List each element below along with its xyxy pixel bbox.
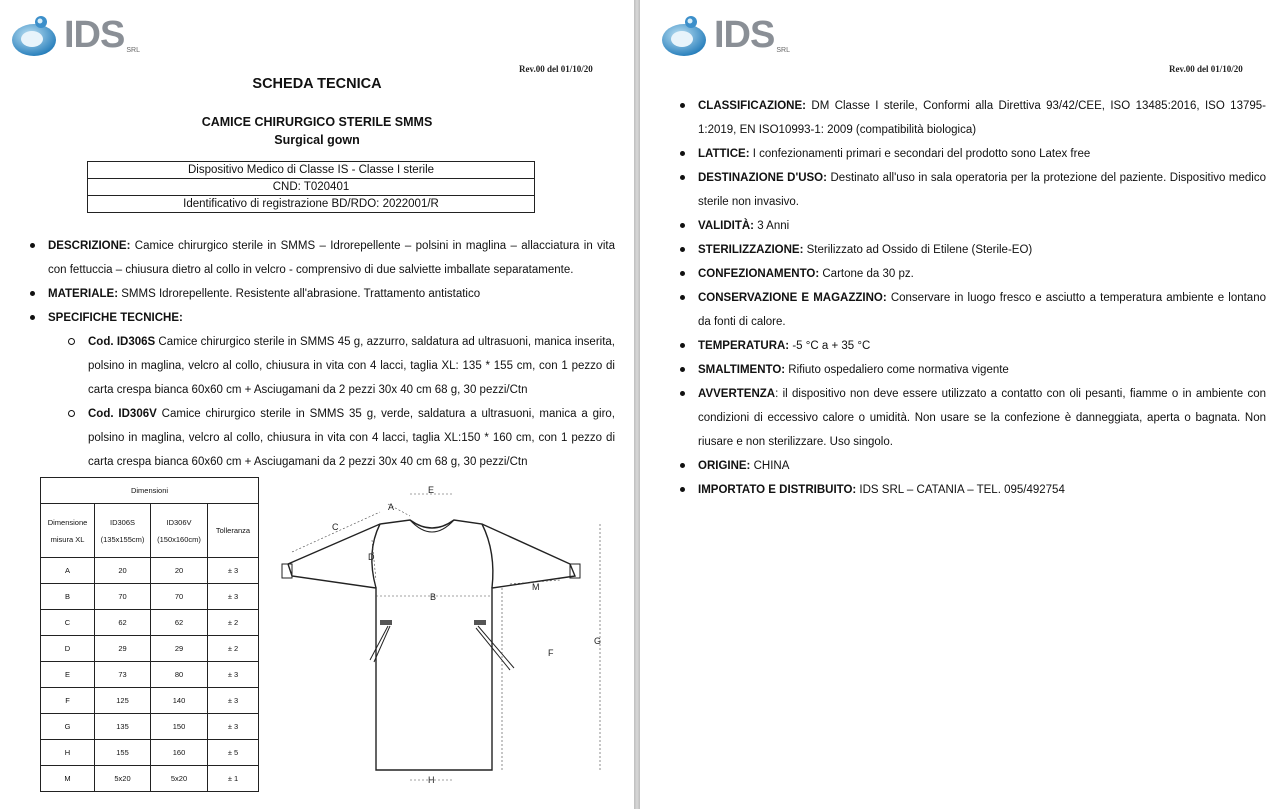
- ids-logo-icon: [660, 12, 710, 58]
- bullet-label: MATERIALE:: [48, 288, 119, 300]
- cell: D: [41, 636, 95, 662]
- cell: ± 1: [208, 766, 259, 792]
- bullet-label: LATTICE:: [698, 148, 750, 160]
- bullet-label: CLASSIFICAZIONE:: [698, 100, 806, 112]
- bullet-text: I confezionamenti primari e secondari del prodotto sono Latex free: [749, 148, 1091, 160]
- sub-bullet-text: Camice chirurgico sterile in SMMS 45 g, azzurro, saldatura ad ultrasuoni, manica inserita, polsino in maglina, velcro al collo, chiusura in vita con 4 lacci, taglia XL: 135 * 155 cm, con 1 pezzo di carta crespa bianca 60x60 cm + Asciugamani da 2 pezzi 30x 40 cm 68 g, 30 pezzi/Ctn: [88, 336, 615, 396]
- cell: 5x20: [95, 766, 151, 792]
- bullet-classificazione: [680, 94, 1266, 142]
- column-header: Dimensione misura XL: [41, 504, 95, 558]
- label-f: F: [548, 648, 554, 658]
- bullet-text: 3 Anni: [754, 220, 790, 232]
- cell: 29: [151, 636, 208, 662]
- tie-tab-left: [380, 620, 392, 625]
- table-row: [41, 610, 259, 636]
- cell: B: [41, 584, 95, 610]
- cell: 125: [95, 688, 151, 714]
- tie-tab-right: [474, 620, 486, 625]
- column-header: Tolleranza: [208, 504, 259, 558]
- dimensions-table: [40, 477, 259, 792]
- logo-text: IDS: [714, 14, 775, 56]
- label-h: H: [428, 775, 435, 785]
- ids-logo-icon: [10, 12, 60, 58]
- cell: ± 2: [208, 636, 259, 662]
- bullet-importato: [680, 478, 1266, 502]
- product-title: CAMICE CHIRURGICO STERILE SMMS: [201, 115, 433, 129]
- sub-bullet-label: Cod. ID306S: [88, 336, 156, 348]
- label-e: E: [428, 485, 435, 495]
- cell: F: [41, 688, 95, 714]
- bullet-sterilizzazione: [680, 238, 1266, 262]
- column-header: ID306S (135x155cm): [95, 504, 151, 558]
- bullet-smaltimento: [680, 358, 1266, 382]
- label-c: C: [332, 522, 339, 532]
- bullet-label: DESCRIZIONE:: [48, 240, 131, 252]
- cell: ± 3: [208, 714, 259, 740]
- bullet-label: IMPORTATO E DISTRIBUITO:: [698, 484, 857, 496]
- cell: C: [41, 610, 95, 636]
- table-row: [41, 636, 259, 662]
- cell: ± 3: [208, 584, 259, 610]
- revision-label: Rev.00 del 01/10/20: [519, 64, 593, 74]
- column-header: ID306V (150x160cm): [151, 504, 208, 558]
- page-left: [0, 0, 634, 809]
- sub-bullet-id306v: [68, 402, 615, 474]
- table-row: [41, 558, 259, 584]
- bullet-origine: [680, 454, 1266, 478]
- document-heading: SCHEDA TECNICA: [252, 76, 382, 92]
- cell: ± 5: [208, 740, 259, 766]
- bullet-text: Cartone da 30 pz.: [819, 268, 914, 280]
- label-g: G: [594, 636, 602, 646]
- info-row: Identificativo di registrazione BD/RDO: 2022001/R: [88, 196, 535, 213]
- logo-suffix: SRL: [126, 47, 140, 54]
- cell: A: [41, 558, 95, 584]
- bullet-text: Sterilizzato ad Ossido di Etilene (Sterile-EO): [803, 244, 1033, 256]
- bullet-text: Conservare in luogo fresco e asciutto a temperatura ambiente e lontano da fonti di calore.: [698, 292, 1266, 328]
- table-row: [41, 740, 259, 766]
- company-logo: [10, 12, 140, 58]
- cell: 80: [151, 662, 208, 688]
- right-bullet-list: [680, 94, 1266, 502]
- bullet-label: ORIGINE:: [698, 460, 751, 472]
- cell: ± 3: [208, 558, 259, 584]
- cell: ± 3: [208, 688, 259, 714]
- sub-bullet-text: Camice chirurgico sterile in SMMS 35 g, verde, saldatura a ultrasuoni, manica a giro, polsino in maglina, velcro al collo, chiusura in vita con 4 lacci, taglia XL:150 * 160 cm, con 1 pezzo di carta crespa bianca 60x60 cm + Asciugamani da 2 pezzi 30x 40 cm 68 g, 30 pezzi/Ctn: [88, 408, 615, 468]
- bullet-text: IDS SRL – CATANIA – TEL. 095/492754: [856, 484, 1065, 496]
- cell: 73: [95, 662, 151, 688]
- device-info-table: [87, 161, 535, 213]
- left-bullet-list: [30, 234, 615, 474]
- bullet-text: Destinato all'uso in sala operatoria per la protezione del paziente. Dispositivo medico sterile non invasivo.: [698, 172, 1267, 208]
- cell: E: [41, 662, 95, 688]
- logo-text: IDS: [64, 14, 125, 56]
- bullet-avvertenza: [680, 382, 1266, 454]
- cell: 20: [95, 558, 151, 584]
- cell: 70: [95, 584, 151, 610]
- table-row: [41, 584, 259, 610]
- cell: 29: [95, 636, 151, 662]
- bullet-label: TEMPERATURA:: [698, 340, 790, 352]
- bullet-destinazione: [680, 166, 1266, 214]
- cell: 62: [95, 610, 151, 636]
- cell: 62: [151, 610, 208, 636]
- cell: 135: [95, 714, 151, 740]
- bullet-temperatura: [680, 334, 1266, 358]
- gown-outline: [288, 520, 575, 770]
- logo-suffix: SRL: [776, 47, 790, 54]
- label-m: M: [532, 582, 540, 592]
- bullet-label: CONSERVAZIONE E MAGAZZINO:: [698, 292, 887, 304]
- bullet-confezionamento: [680, 262, 1266, 286]
- cell: 155: [95, 740, 151, 766]
- cell: 70: [151, 584, 208, 610]
- page-right: [640, 0, 1273, 809]
- sub-bullet-label: Cod. ID306V: [88, 408, 157, 420]
- product-subtitle: Surgical gown: [274, 133, 360, 147]
- bullet-conservazione: [680, 286, 1266, 334]
- table-row: [41, 662, 259, 688]
- bullet-text: Rifiuto ospedaliero come normativa vigente: [785, 364, 1009, 376]
- bullet-text: SMMS Idrorepellente. Resistente all'abrasione. Trattamento antistatico: [118, 288, 481, 300]
- bullet-text: DM Classe I sterile, Conformi alla Direttiva 93/42/CEE, ISO 13485:2016, ISO 13795-1:2019, EN ISO10993-1: 2009 (compatibilità biologica): [698, 100, 1266, 136]
- bullet-validita: [680, 214, 1266, 238]
- bullet-text: Camice chirurgico sterile in SMMS – Idrorepellente – polsini in maglina – allacciatura in vita con fettuccia – chiusura dietro al collo in velcro - comprensivo di due salviette imballate separatamente.: [48, 240, 615, 276]
- table-row: [41, 688, 259, 714]
- bullet-label: VALIDITÀ:: [698, 220, 755, 232]
- revision-label: Rev.00 del 01/10/20: [1169, 64, 1243, 74]
- cell: H: [41, 740, 95, 766]
- bullet-materiale: [30, 282, 615, 306]
- bullet-text: -5 °C a + 35 °C: [789, 340, 871, 352]
- cell: 20: [151, 558, 208, 584]
- label-b: B: [430, 592, 437, 602]
- gown-diagram: [270, 480, 620, 800]
- bullet-label: STERILIZZAZIONE:: [698, 244, 804, 256]
- sub-bullet-id306s: [68, 330, 615, 402]
- bullet-label: DESTINAZIONE D'USO:: [698, 172, 827, 184]
- dimensions-caption: Dimensioni: [41, 478, 259, 504]
- company-logo: [660, 12, 790, 58]
- bullet-lattice: [680, 142, 1266, 166]
- bullet-label: CONFEZIONAMENTO:: [698, 268, 820, 280]
- info-row: CND: T020401: [88, 179, 535, 196]
- cell: ± 2: [208, 610, 259, 636]
- bullet-descrizione: [30, 234, 615, 282]
- cell: 140: [151, 688, 208, 714]
- table-row: [41, 766, 259, 792]
- bullet-label: AVVERTENZA: [698, 388, 776, 400]
- cell: 150: [151, 714, 208, 740]
- info-row: Dispositivo Medico di Classe IS - Classe I sterile: [88, 162, 535, 179]
- cell: 5x20: [151, 766, 208, 792]
- bullet-specifiche: [30, 306, 615, 330]
- cell: ± 3: [208, 662, 259, 688]
- cell: 160: [151, 740, 208, 766]
- cell: M: [41, 766, 95, 792]
- table-row: [41, 714, 259, 740]
- label-a: A: [388, 502, 395, 512]
- bullet-label: SPECIFICHE TECNICHE:: [48, 312, 183, 324]
- cell: G: [41, 714, 95, 740]
- label-d: D: [368, 552, 375, 562]
- bullet-text: : il dispositivo non deve essere utilizzato a contatto con oli pesanti, fiamme o in ambiente con condizioni di eccessivo calore o umidità. Non usare se la confezione è danneggiata, aperta o bagnata. Non riusare e non sterilizzare. Uso singolo.: [698, 388, 1266, 448]
- bullet-text: CHINA: [750, 460, 790, 472]
- bullet-label: SMALTIMENTO:: [698, 364, 786, 376]
